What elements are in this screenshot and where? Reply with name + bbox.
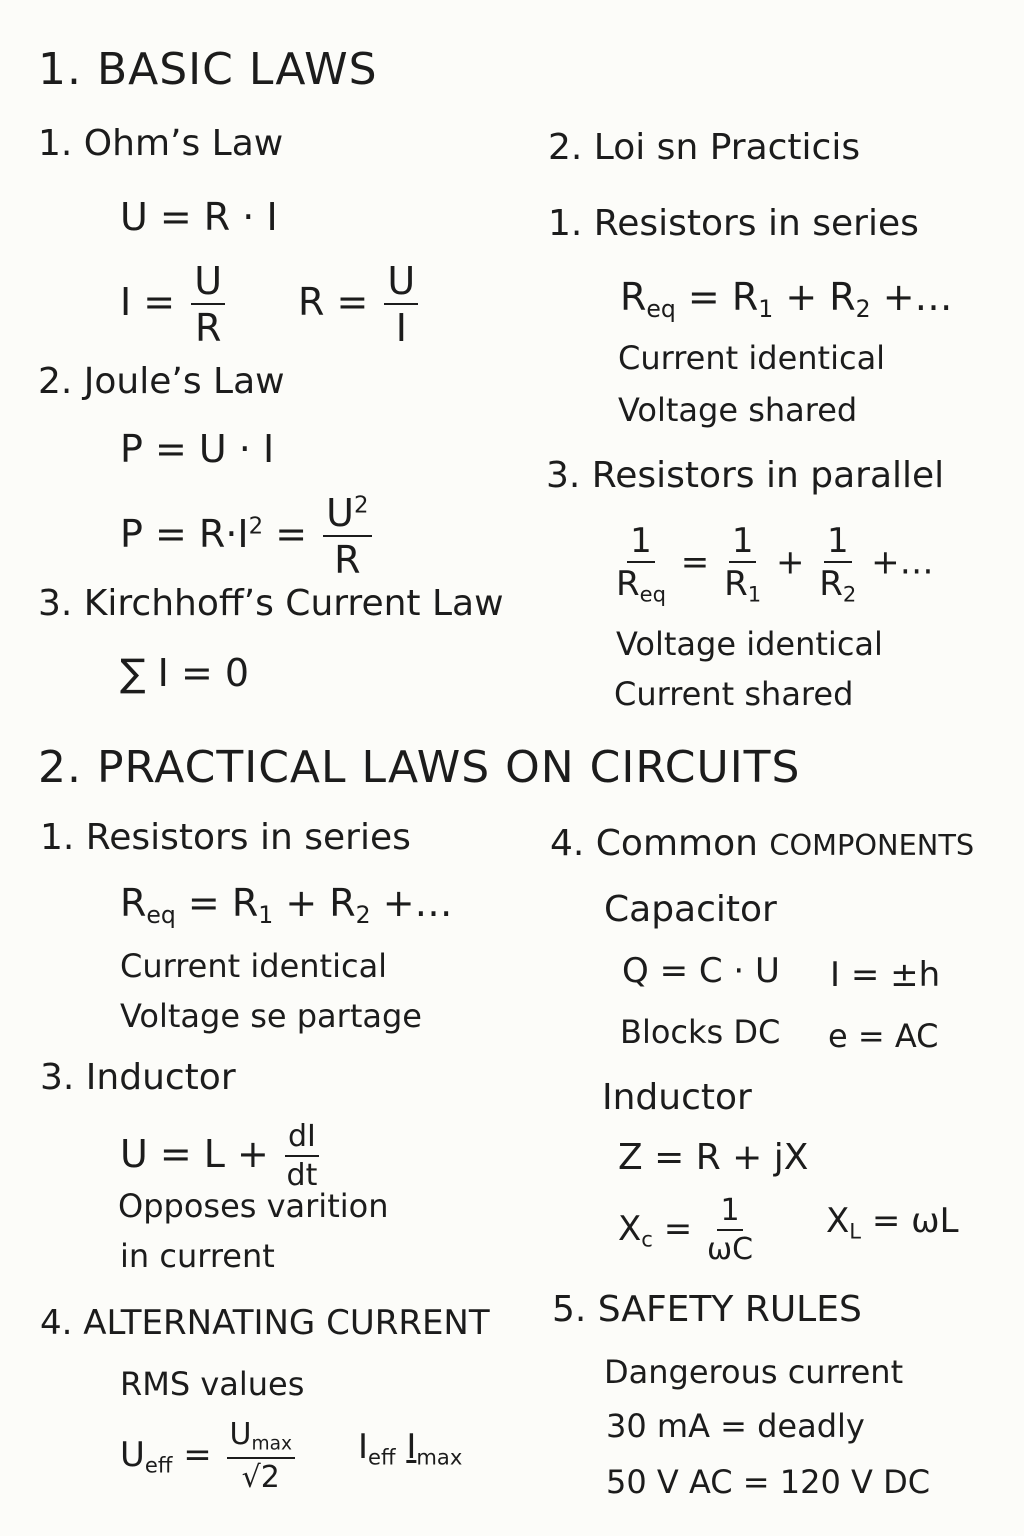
subscript: max [251, 1433, 292, 1455]
kirchhoff-title: 3. Kirchhoff’s Current Law [38, 583, 504, 624]
exponent: 2 [353, 492, 369, 519]
inductor-formula [120, 1119, 323, 1193]
subscript: 2 [355, 901, 371, 930]
capacitor-title: Capacitor [604, 889, 777, 930]
current-lhs: I = [120, 280, 176, 324]
resistance-lhs: R = [298, 280, 369, 324]
capacitor-charge-formula: Q = C · U [622, 951, 780, 991]
fraction-denominator [724, 563, 762, 607]
fraction-denominator: dt [286, 1158, 318, 1193]
section-2-heading: 2. PRACTICAL LAWS ON CIRCUITS [38, 742, 801, 793]
rms-fraction [227, 1417, 295, 1496]
subscript: c [641, 1226, 653, 1252]
fraction-numerator [323, 491, 371, 537]
formula-part: + R [273, 881, 356, 925]
x-symbol: X [618, 1209, 642, 1249]
reactance-fraction [707, 1193, 754, 1267]
fraction-numerator: dI [285, 1122, 319, 1157]
fraction-denominator [819, 563, 857, 607]
subscript: 1 [258, 901, 274, 930]
s2-series-note-voltage: Voltage se partage [120, 997, 422, 1035]
series-note-current: Current identical [618, 339, 886, 377]
r-symbol: R [724, 564, 748, 604]
resistors-parallel-title: 3. Resistors in parallel [546, 455, 945, 496]
subscript: eff [368, 1444, 396, 1470]
fraction-denominator: √2 [241, 1460, 280, 1496]
fraction-denominator: I [395, 306, 407, 350]
subscript: max [416, 1444, 463, 1470]
subscript: 1 [747, 581, 762, 607]
series-formula [620, 275, 953, 324]
joules-law-title: 2. Joule’s Law [38, 361, 285, 402]
capacitor-note-dc: Blocks DC [620, 1013, 781, 1051]
section-1-heading: 1. BASIC LAWS [38, 44, 378, 95]
fraction-denominator: ωC [707, 1232, 754, 1267]
req-fraction [616, 521, 666, 607]
right-column-title: 2. Loi sn Practicis [548, 127, 861, 168]
r-symbol: R [616, 564, 640, 604]
power-fraction [323, 491, 371, 582]
parallel-note-current: Current shared [614, 675, 854, 713]
formula-part: +… [370, 881, 453, 925]
parallel-formula [612, 521, 934, 607]
inductor-lhs: U = L + [120, 1132, 269, 1176]
resistance-fraction [384, 259, 418, 350]
subscript: eq [146, 901, 176, 930]
capacitor-note-ac: e = AC [828, 1017, 939, 1055]
parallel-note-voltage: Voltage identical [616, 625, 883, 663]
x-symbol: X [826, 1201, 850, 1241]
joules-law-power-formula [120, 491, 376, 582]
i-max [406, 1427, 463, 1470]
ohms-law-resistance-formula [298, 259, 422, 350]
subscript: 2 [842, 581, 857, 607]
equals-sign: = [680, 542, 710, 583]
impedance-formula: Z = R + jX [618, 1137, 809, 1178]
safety-note-dangerous: Dangerous current [604, 1353, 904, 1391]
safety-note-30ma: 30 mA = deadly [606, 1407, 865, 1445]
equals-sign: = [275, 512, 308, 556]
capacitor-current-formula: I = ±h [830, 955, 941, 995]
inductor-title: 3. Inductor [40, 1057, 236, 1098]
r1-fraction [724, 521, 762, 607]
ac-title: 4. ALTERNATING CURRENT [40, 1303, 490, 1343]
equals-sign: = [652, 1209, 693, 1249]
power-lhs: P = R·I [120, 512, 249, 556]
ohms-law-formula: U = R · I [120, 195, 278, 239]
fraction-numerator: 1 [824, 524, 852, 563]
formula-part: +… [870, 275, 953, 319]
fraction-denominator: R [334, 538, 361, 582]
formula-part: = R [175, 881, 259, 925]
u-symbol: U [120, 1435, 145, 1476]
inductive-reactance-formula [826, 1201, 959, 1244]
fraction-numerator: U [191, 262, 225, 305]
i-symbol: I [406, 1427, 417, 1467]
fraction-numerator: 1 [627, 524, 655, 563]
fraction-numerator: 1 [729, 524, 757, 563]
capacitive-reactance-formula [618, 1193, 757, 1267]
s2-resistors-series-title: 1. Resistors in series [40, 817, 411, 858]
equals-sign: = [172, 1435, 212, 1476]
fraction-numerator [227, 1417, 295, 1459]
r-symbol: R [819, 564, 843, 604]
subscript: 2 [855, 295, 871, 324]
subscript: eff [144, 1452, 173, 1478]
fraction-numerator: 1 [717, 1196, 742, 1231]
formula-part: = R [675, 275, 759, 319]
safety-note-voltage: 50 V AC = 120 V DC [606, 1463, 931, 1501]
common-components-title [550, 823, 975, 864]
fraction-numerator: U [384, 262, 418, 305]
derivative-fraction [285, 1119, 319, 1193]
current-fraction [191, 259, 225, 350]
numerator-base: U [326, 491, 354, 535]
ohms-law-current-formula [120, 259, 229, 350]
resistors-series-title: 1. Resistors in series [548, 203, 919, 244]
req-symbol: R [620, 275, 647, 319]
series-note-voltage: Voltage shared [618, 391, 858, 429]
inductor-note-1: Opposes varition [118, 1187, 389, 1225]
rms-current-formula [358, 1427, 463, 1470]
subscript: eq [639, 581, 666, 607]
formula-part: = ωL [861, 1201, 959, 1241]
subscript: eq [646, 295, 676, 324]
fraction-denominator: R [194, 306, 222, 350]
joules-law-formula: P = U · I [120, 427, 275, 471]
rms-values-label: RMS values [120, 1365, 305, 1403]
fraction-denominator [616, 563, 666, 607]
req-symbol: R [120, 881, 147, 925]
rms-voltage-formula [120, 1417, 299, 1496]
s2-series-formula [120, 881, 453, 930]
r2-fraction [819, 521, 857, 607]
ohms-law-title: 1. Ohm’s Law [38, 123, 284, 164]
subscript: L [849, 1218, 862, 1244]
formula-part: + R [773, 275, 856, 319]
title-part: 4. Common [550, 823, 758, 864]
subscript: 1 [758, 295, 774, 324]
plus-sign: + [775, 542, 805, 583]
ellipsis: +… [871, 542, 934, 583]
u-symbol: U [229, 1417, 252, 1452]
inductor-note-2: in current [120, 1237, 275, 1275]
kirchhoff-formula: ∑ I = 0 [120, 651, 250, 695]
s2-series-note-current: Current identical [120, 947, 388, 985]
i-symbol: I [358, 1427, 369, 1467]
inductor-component-title: Inductor [602, 1077, 752, 1118]
title-smallcaps: COMPONENTS [769, 828, 975, 862]
exponent: 2 [248, 513, 264, 540]
safety-rules-title: 5. SAFETY RULES [552, 1289, 862, 1330]
